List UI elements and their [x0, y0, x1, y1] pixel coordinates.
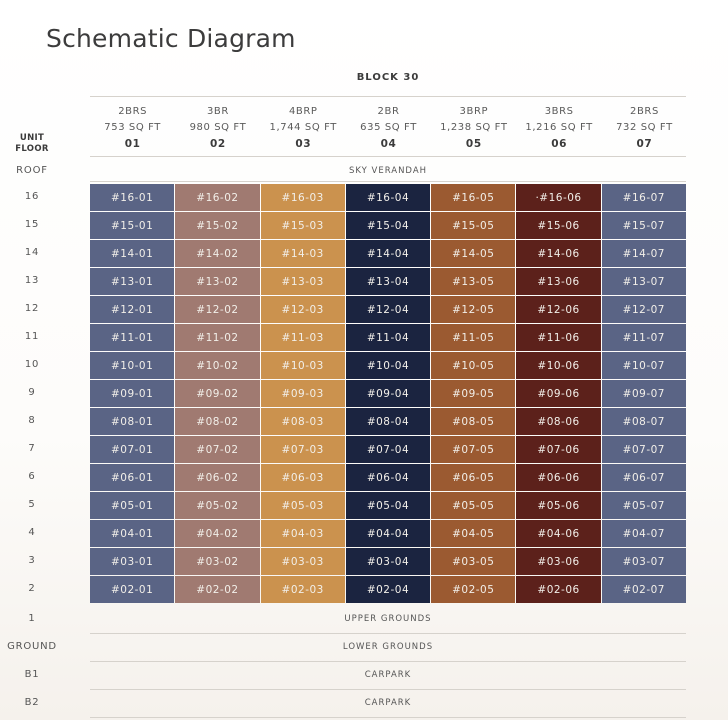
floor-row-11 [90, 324, 687, 352]
unit-cell[interactable]: #06-02 [175, 464, 259, 491]
unit-cell[interactable]: #04-03 [261, 520, 345, 547]
unit-cell[interactable]: #15-04 [346, 212, 430, 239]
unit-cell[interactable]: #15-06 [516, 212, 600, 239]
unit-cell[interactable]: #13-05 [431, 268, 515, 295]
unit-cell[interactable]: #12-04 [346, 296, 430, 323]
unit-cell[interactable]: #15-03 [261, 212, 345, 239]
unit-cell[interactable]: #02-06 [516, 576, 600, 603]
unit-grid [90, 184, 687, 604]
unit-size: 980 SQ FT [189, 122, 247, 133]
floor-band-upper-grounds: UPPER GROUNDS [344, 614, 432, 624]
unit-cell[interactable]: #07-04 [346, 436, 430, 463]
unit-cell[interactable]: #05-06 [516, 492, 600, 519]
unit-cell[interactable]: #02-07 [602, 576, 686, 603]
unit-cell[interactable]: #03-03 [261, 548, 345, 575]
unit-cell[interactable]: #11-07 [602, 324, 686, 351]
unit-cell[interactable]: #16-04 [346, 184, 430, 211]
unit-cell[interactable]: #12-05 [431, 296, 515, 323]
unit-cell[interactable]: #16-07 [602, 184, 686, 211]
floor-row-4 [90, 520, 687, 548]
unit-cell[interactable]: #09-03 [261, 380, 345, 407]
unit-code: 02 [210, 138, 226, 150]
unit-cell[interactable]: #13-07 [602, 268, 686, 295]
unit-cell[interactable]: #05-03 [261, 492, 345, 519]
unit-cell[interactable]: #02-04 [346, 576, 430, 603]
unit-cell[interactable]: #15-07 [602, 212, 686, 239]
unit-cell[interactable]: #03-04 [346, 548, 430, 575]
unit-cell[interactable]: #04-04 [346, 520, 430, 547]
floor-band-rule [90, 717, 686, 718]
unit-cell[interactable]: #09-07 [602, 380, 686, 407]
floor-row-15 [90, 212, 687, 240]
floor-row-5 [90, 492, 687, 520]
unit-header-05 [431, 104, 516, 152]
unit-cell[interactable]: #07-03 [261, 436, 345, 463]
unit-cell[interactable]: ·#16-06 [516, 184, 600, 211]
unit-code: 05 [465, 138, 482, 150]
unit-cell[interactable]: #13-02 [175, 268, 259, 295]
unit-cell[interactable]: #13-06 [516, 268, 600, 295]
unit-cell[interactable]: #16-01 [90, 184, 174, 211]
floor-label-8: 8 [28, 415, 36, 426]
unit-code: 06 [551, 138, 568, 150]
floor-row-8 [90, 408, 687, 436]
floor-row-13 [90, 268, 687, 296]
unit-cell[interactable]: #03-07 [602, 548, 686, 575]
unit-cell[interactable]: #15-05 [431, 212, 515, 239]
unit-cell[interactable]: #02-02 [175, 576, 259, 603]
unit-type: 4BRP [288, 106, 318, 117]
unit-type: 2BRS [629, 106, 659, 117]
unit-cell[interactable]: #11-05 [431, 324, 515, 351]
header-bottom-rule [90, 156, 686, 157]
unit-cell[interactable]: #16-05 [431, 184, 515, 211]
unit-cell[interactable]: #11-03 [261, 324, 345, 351]
unit-code: 01 [124, 138, 141, 150]
unit-header-06 [517, 104, 602, 152]
unit-cell[interactable]: #15-01 [90, 212, 174, 239]
floor-label-11: 11 [24, 331, 40, 342]
unit-cell[interactable]: #14-01 [90, 240, 174, 267]
unit-cell[interactable]: #06-04 [346, 464, 430, 491]
unit-cell[interactable]: #14-02 [175, 240, 259, 267]
unit-size: 1,216 SQ FT [525, 122, 593, 133]
floor-band-rule [90, 661, 686, 662]
floor-label-roof: ROOF [16, 165, 48, 176]
unit-cell[interactable]: #12-07 [602, 296, 686, 323]
floor-row-7 [90, 436, 687, 464]
unit-cell[interactable]: #10-03 [261, 352, 345, 379]
floor-row-12 [90, 296, 687, 324]
unit-cell[interactable]: #07-06 [516, 436, 600, 463]
unit-cell[interactable]: #07-05 [431, 436, 515, 463]
unit-cell[interactable]: #08-01 [90, 408, 174, 435]
floor-label-15: 15 [24, 219, 40, 230]
unit-cell[interactable]: #10-01 [90, 352, 174, 379]
unit-cell[interactable]: #05-02 [175, 492, 259, 519]
axis-label-floor: FLOOR [15, 144, 49, 154]
unit-cell[interactable]: #09-06 [516, 380, 600, 407]
header-top-rule [90, 96, 686, 97]
unit-size: 1,238 SQ FT [440, 122, 508, 133]
unit-cell[interactable]: #04-07 [602, 520, 686, 547]
unit-size: 1,744 SQ FT [269, 122, 337, 133]
unit-cell[interactable]: #12-03 [261, 296, 345, 323]
floor-label-2: 2 [28, 583, 36, 594]
floor-label-16: 16 [24, 191, 40, 202]
roof-rule [90, 181, 686, 182]
unit-cell[interactable]: #10-06 [516, 352, 600, 379]
floor-label-3: 3 [28, 555, 36, 566]
unit-cell[interactable]: #10-04 [346, 352, 430, 379]
unit-cell[interactable]: #14-05 [431, 240, 515, 267]
floor-label-9: 9 [28, 387, 36, 398]
floor-band-lower-grounds: LOWER GROUNDS [342, 642, 434, 652]
unit-cell[interactable]: #04-06 [516, 520, 600, 547]
unit-type: 3BR [206, 106, 229, 117]
unit-cell[interactable]: #08-07 [602, 408, 686, 435]
unit-cell[interactable]: #13-01 [90, 268, 174, 295]
floor-label-ground: GROUND [7, 641, 57, 652]
unit-cell[interactable]: #14-04 [346, 240, 430, 267]
unit-cell[interactable]: #08-02 [175, 408, 259, 435]
page-title: Schematic Diagram [46, 24, 296, 53]
floor-label-10: 10 [24, 359, 40, 370]
unit-cell[interactable]: #06-05 [431, 464, 515, 491]
unit-size: 732 SQ FT [616, 122, 673, 133]
unit-cell[interactable]: #02-03 [261, 576, 345, 603]
floor-label-b2: B2 [24, 697, 40, 708]
floor-row-10 [90, 352, 687, 380]
floor-row-6 [90, 464, 687, 492]
unit-cell[interactable]: #09-04 [346, 380, 430, 407]
unit-cell[interactable]: #08-05 [431, 408, 515, 435]
unit-size: 753 SQ FT [104, 122, 162, 133]
unit-type: 3BRP [459, 106, 489, 117]
unit-type: 3BRS [544, 106, 574, 117]
unit-cell[interactable]: #10-07 [602, 352, 686, 379]
unit-cell[interactable]: #03-06 [516, 548, 600, 575]
unit-header-07 [602, 104, 687, 152]
unit-cell[interactable]: #08-03 [261, 408, 345, 435]
unit-cell[interactable]: #11-02 [175, 324, 259, 351]
unit-cell[interactable]: #11-01 [90, 324, 174, 351]
floor-label-1: 1 [28, 613, 36, 624]
floor-row-14 [90, 240, 687, 268]
unit-header-02 [175, 104, 260, 152]
floor-row-9 [90, 380, 687, 408]
unit-cell[interactable]: #05-04 [346, 492, 430, 519]
floor-label-14: 14 [24, 247, 40, 258]
unit-cell[interactable]: #09-01 [90, 380, 174, 407]
axis-label-unit: UNIT [19, 133, 45, 143]
unit-cell[interactable]: #14-06 [516, 240, 600, 267]
floor-label-6: 6 [28, 471, 36, 482]
floor-label-4: 4 [28, 527, 36, 538]
floor-row-3 [90, 548, 687, 576]
unit-cell[interactable]: #07-01 [90, 436, 174, 463]
unit-code: 07 [636, 138, 653, 150]
unit-cell[interactable]: #02-01 [90, 576, 174, 603]
floor-label-7: 7 [28, 443, 36, 454]
unit-cell[interactable]: #14-03 [261, 240, 345, 267]
unit-cell[interactable]: #10-05 [431, 352, 515, 379]
unit-cell[interactable]: #11-06 [516, 324, 600, 351]
unit-cell[interactable]: #06-03 [261, 464, 345, 491]
unit-cell[interactable]: #11-04 [346, 324, 430, 351]
unit-code: 03 [295, 138, 312, 150]
unit-cell[interactable]: #02-05 [431, 576, 515, 603]
unit-code: 04 [380, 138, 397, 150]
floor-label-12: 12 [24, 303, 40, 314]
unit-cell[interactable]: #04-05 [431, 520, 515, 547]
unit-cell[interactable]: #13-04 [346, 268, 430, 295]
roof-band-label: SKY VERANDAH [348, 166, 428, 176]
unit-cell[interactable]: #07-02 [175, 436, 259, 463]
unit-header-04 [346, 104, 431, 152]
unit-cell[interactable]: #07-07 [602, 436, 686, 463]
unit-cell[interactable]: #09-02 [175, 380, 259, 407]
unit-cell[interactable]: #16-03 [261, 184, 345, 211]
unit-type: 2BRS [118, 106, 148, 117]
floor-row-16 [90, 184, 687, 212]
unit-cell[interactable]: #16-02 [175, 184, 259, 211]
unit-header-03 [261, 104, 346, 152]
floor-band-carpark: CARPARK [364, 670, 412, 680]
unit-cell[interactable]: #09-05 [431, 380, 515, 407]
unit-cell[interactable]: #05-05 [431, 492, 515, 519]
unit-cell[interactable]: #13-03 [261, 268, 345, 295]
unit-cell[interactable]: #08-06 [516, 408, 600, 435]
unit-cell[interactable]: #12-02 [175, 296, 259, 323]
unit-cell[interactable]: #10-02 [175, 352, 259, 379]
unit-floor-axis-label [14, 133, 50, 155]
unit-cell[interactable]: #03-05 [431, 548, 515, 575]
unit-cell[interactable]: #03-02 [175, 548, 259, 575]
unit-cell[interactable]: #03-01 [90, 548, 174, 575]
floor-label-13: 13 [24, 275, 40, 286]
floor-label-b1: B1 [24, 669, 40, 680]
unit-cell[interactable]: #04-01 [90, 520, 174, 547]
unit-cell[interactable]: #06-06 [516, 464, 600, 491]
floor-label-5: 5 [28, 499, 36, 510]
floor-band-carpark: CARPARK [364, 698, 412, 708]
block-title: BLOCK 30 [356, 72, 420, 83]
floor-band-rule [90, 633, 686, 634]
unit-header-01 [90, 104, 175, 152]
unit-type: 2BR [377, 106, 400, 117]
unit-size: 635 SQ FT [360, 122, 417, 133]
unit-cell[interactable]: #12-01 [90, 296, 174, 323]
unit-cell[interactable]: #05-07 [602, 492, 686, 519]
unit-cell[interactable]: #15-02 [175, 212, 259, 239]
floor-row-2 [90, 576, 687, 604]
unit-cell[interactable]: #06-07 [602, 464, 686, 491]
floor-band-rule [90, 689, 686, 690]
unit-cell[interactable]: #04-02 [175, 520, 259, 547]
unit-cell[interactable]: #05-01 [90, 492, 174, 519]
unit-cell[interactable]: #08-04 [346, 408, 430, 435]
unit-cell[interactable]: #06-01 [90, 464, 174, 491]
unit-cell[interactable]: #14-07 [602, 240, 686, 267]
unit-cell[interactable]: #12-06 [516, 296, 600, 323]
